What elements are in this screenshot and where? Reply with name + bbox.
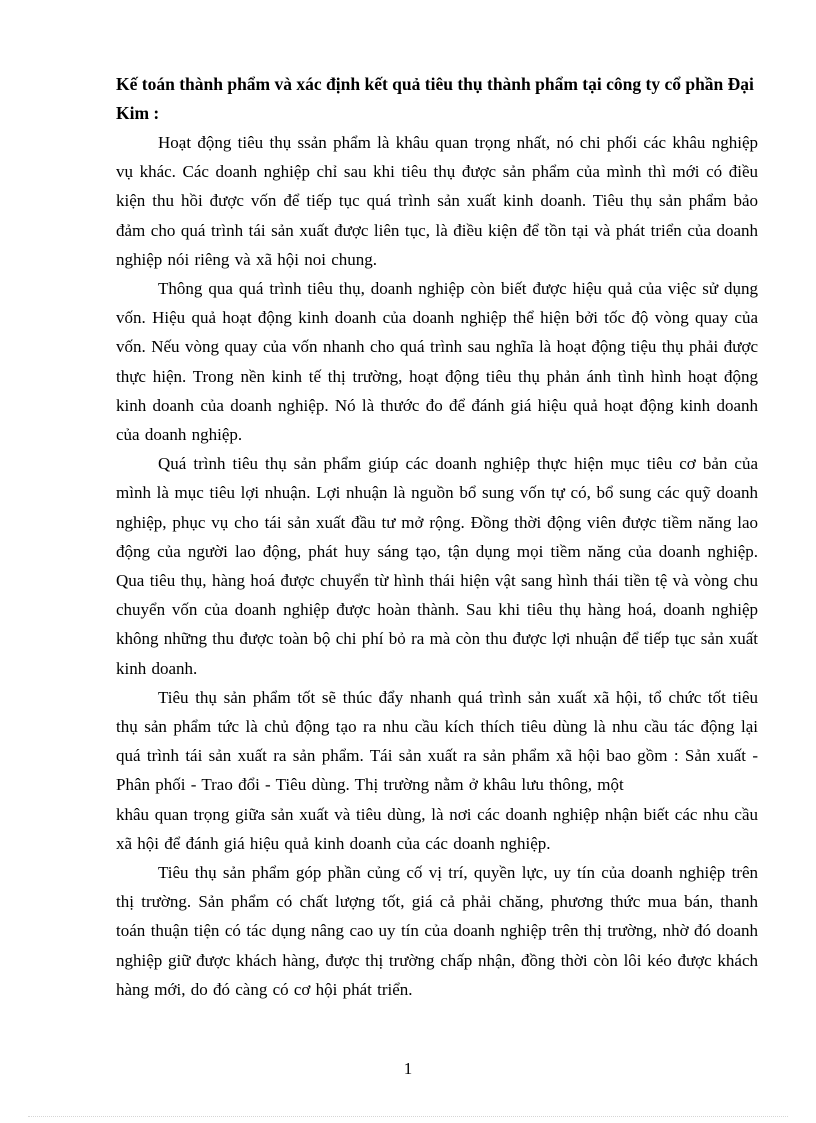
paragraph-5: Tiêu thụ sản phẩm góp phần củng cố vị trí, quyền lực, uy tín của doanh nghiệp trên thị trường. Sản phẩm có chất lượng tốt, giá cả phải chăng, phương thức mua bán, thanh toán thuận tiện có tác dụng nâng cao uy tín của doanh nghiệp trên thị trường, nhờ đó doanh nghiệp giữ được khách hàng, được thị trường chấp nhận, đồng thời còn lôi kéo được khách hàng mới, do đó càng có cơ hội phát triển.: [116, 863, 758, 999]
paragraph-4-continuation: khâu quan trọng giữa sản xuất và tiêu dùng, là nơi các doanh nghiệp nhận biết các nhu cầu xã hội để đánh giá hiệu quả kinh doanh của các doanh nghiệp.: [116, 804, 758, 853]
page-number: 1: [403, 1059, 413, 1078]
document-title: Kế toán thành phẩm và xác định kết quả tiêu thụ thành phẩm tại công ty cổ phần Đại Kim :: [116, 74, 754, 123]
paragraph-2: Thông qua quá trình tiêu thụ, doanh nghiệp còn biết được hiệu quả của việc sử dụng vốn. Hiệu quả hoạt động kinh doanh của doanh nghiệp thể hiện bởi tốc độ vòng quay của vốn. Nếu vòng quay của vốn nhanh cho quá trình sau nghĩa là hoạt động tiệu thụ phải được thực hiện. Trong nền kinh tế thị trường, hoạt động tiêu thụ phản ánh tình hình hoạt động kinh doanh của doanh nghiệp. Nó là thước đo để đánh giá hiệu quả hoạt động kinh doanh của doanh nghiệp.: [116, 279, 758, 445]
paragraph-4: Tiêu thụ sản phẩm tốt sẽ thúc đẩy nhanh quá trình sản xuất xã hội, tổ chức tốt tiêu thụ sản phẩm tức là chủ động tạo ra nhu cầu kích thích tiêu dùng là nhu cầu tác động lại quá trình tái sản xuất ra sản phẩm. Tái sản xuất ra sản phẩm xã hội bao gồm : Sản xuất - Phân phối - Trao đổi - Tiêu dùng. Thị trường nằm ở khâu lưu thông, một: [116, 687, 758, 795]
paragraph-3: Quá trình tiêu thụ sản phẩm giúp các doanh nghiệp thực hiện mục tiêu cơ bản của mình là mục tiêu lợi nhuận. Lợi nhuận là nguồn bổ sung vốn tự có, bổ sung các quỹ doanh nghiệp, phục vụ cho tái sản xuất đầu tư mở rộng. Đồng thời động viên được tiềm năng lao động của người lao động, phát huy sáng tạo, tận dụng mọi tiềm năng của doanh nghiệp. Qua tiêu thụ, hàng hoá được chuyển từ hình thái hiện vật sang hình thái tiền tệ và vòng chu chuyển vốn của doanh nghiệp được hoàn thành. Sau khi tiêu thụ hàng hoá, doanh nghiệp không những thu được toàn bộ chi phí bỏ ra mà còn thu được lợi nhuận để tiếp tục sản xuất kinh doanh.: [116, 454, 758, 678]
page-bottom-divider: [28, 1116, 788, 1117]
paragraph-1: Hoạt động tiêu thụ ssản phẩm là khâu quan trọng nhất, nó chi phối các khâu nghiệp vụ khác. Các doanh nghiệp chỉ sau khi tiêu thụ được sản phẩm của mình thì mới có điều kiện thu hồi được vốn để tiếp tục quá trình sản xuất kinh doanh. Tiêu thụ sản phẩm bảo đảm cho quá trình tái sản xuất được liên tục, là điều kiện để tồn tại và phát triển của doanh nghiệp nói riêng và xã hội noi chung.: [116, 133, 758, 269]
document-body: [116, 70, 758, 1004]
